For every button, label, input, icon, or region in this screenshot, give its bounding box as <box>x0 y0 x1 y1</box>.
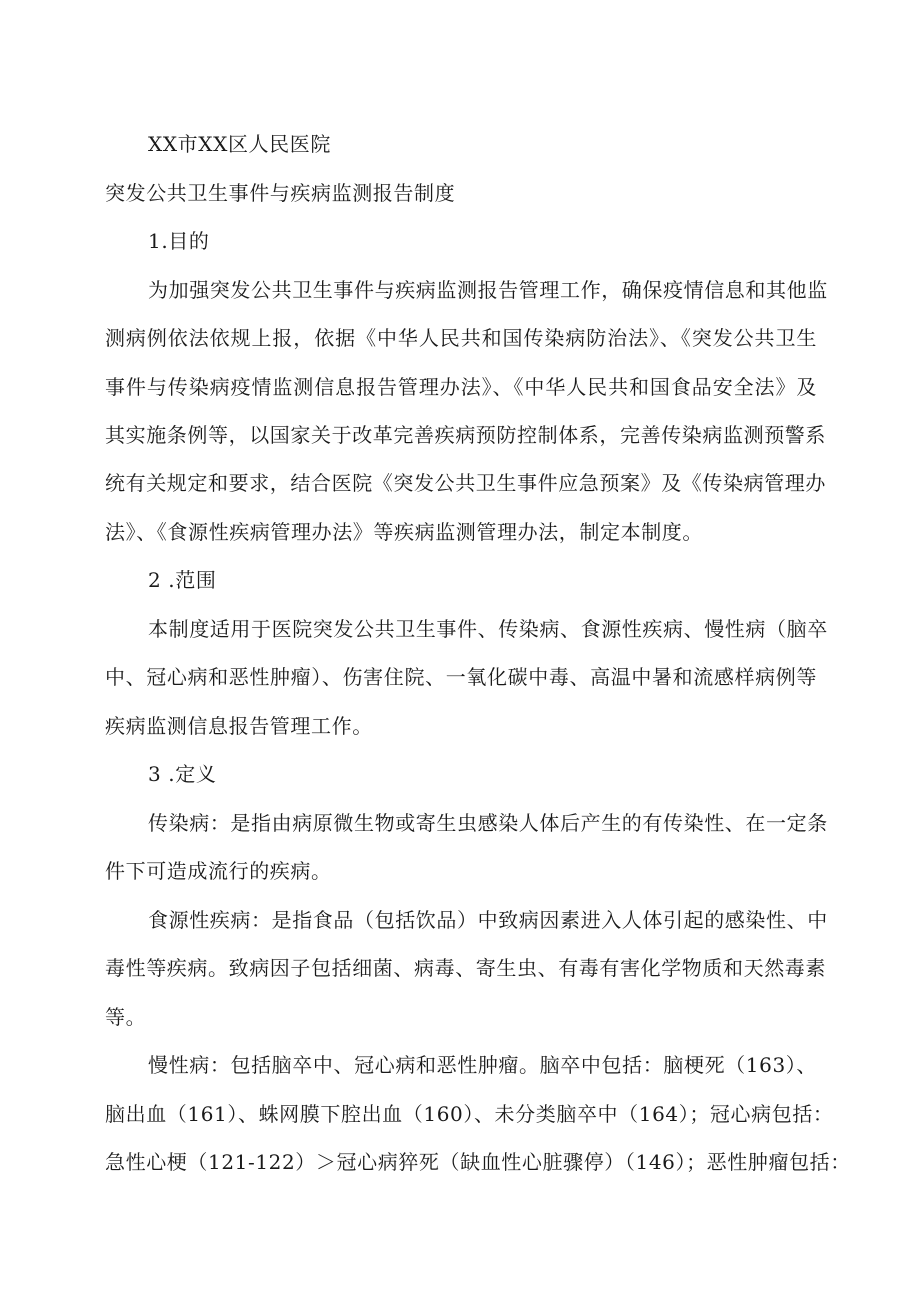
paragraph-line: 毒性等疾病。致病因子包括细菌、病毒、寄生虫、有毒有害化学物质和天然毒素 <box>105 956 826 980</box>
section-heading-definitions: 3 .定义 <box>148 762 217 786</box>
paragraph-line: 等。 <box>105 1005 147 1029</box>
section-heading-scope: 2 .范围 <box>148 568 217 592</box>
org-name: XX市XX区人民医院 <box>148 132 331 156</box>
paragraph-line: 中、冠心病和恶性肿瘤）、伤害住院、一氧化碳中毒、高温中暑和流感样病例等 <box>105 665 817 689</box>
paragraph-line: 传染病：是指由病原微生物或寄生虫感染人体后产生的有传染性、在一定条 <box>148 811 828 835</box>
paragraph-line: 测病例依法依规上报，依据《中华人民共和国传染病防治法》、《突发公共卫生 <box>105 326 817 350</box>
paragraph-line: 脑出血（161）、蛛网膜下腔出血（160）、未分类脑卒中（164）；冠心病包括： <box>105 1102 834 1126</box>
paragraph-line: 法》、《食源性疾病管理办法》等疾病监测管理办法，制定本制度。 <box>105 520 703 544</box>
paragraph-line: 本制度适用于医院突发公共卫生事件、传染病、食源性疾病、慢性病（脑卒 <box>148 617 828 641</box>
paragraph-line: 其实施条例等，以国家关于改革完善疾病预防控制体系，完善传染病监测预警系 <box>105 423 826 447</box>
paragraph-line: 急性心梗（121-122）＞冠心病猝死（缺血性心脏骤停）（146）；恶性肿瘤包括： <box>105 1150 851 1174</box>
paragraph-line: 为加强突发公共卫生事件与疾病监测报告管理工作，确保疫情信息和其他监 <box>148 278 828 302</box>
document-title: 突发公共卫生事件与疾病监测报告制度 <box>105 181 456 205</box>
paragraph-line: 件下可造成流行的疾病。 <box>105 859 332 883</box>
paragraph-line: 疾病监测信息报告管理工作。 <box>105 714 373 738</box>
section-heading-purpose: 1.目的 <box>148 229 210 253</box>
paragraph-line: 食源性疾病：是指食品（包括饮品）中致病因素进入人体引起的感染性、中 <box>148 908 828 932</box>
paragraph-line: 慢性病：包括脑卒中、冠心病和恶性肿瘤。脑卒中包括：脑梗死（163）、 <box>148 1053 817 1077</box>
paragraph-line: 统有关规定和要求，结合医院《突发公共卫生事件应急预案》及《传染病管理办 <box>105 471 826 495</box>
paragraph-line: 事件与传染病疫情监测信息报告管理办法》、《中华人民共和国食品安全法》及 <box>105 375 817 399</box>
